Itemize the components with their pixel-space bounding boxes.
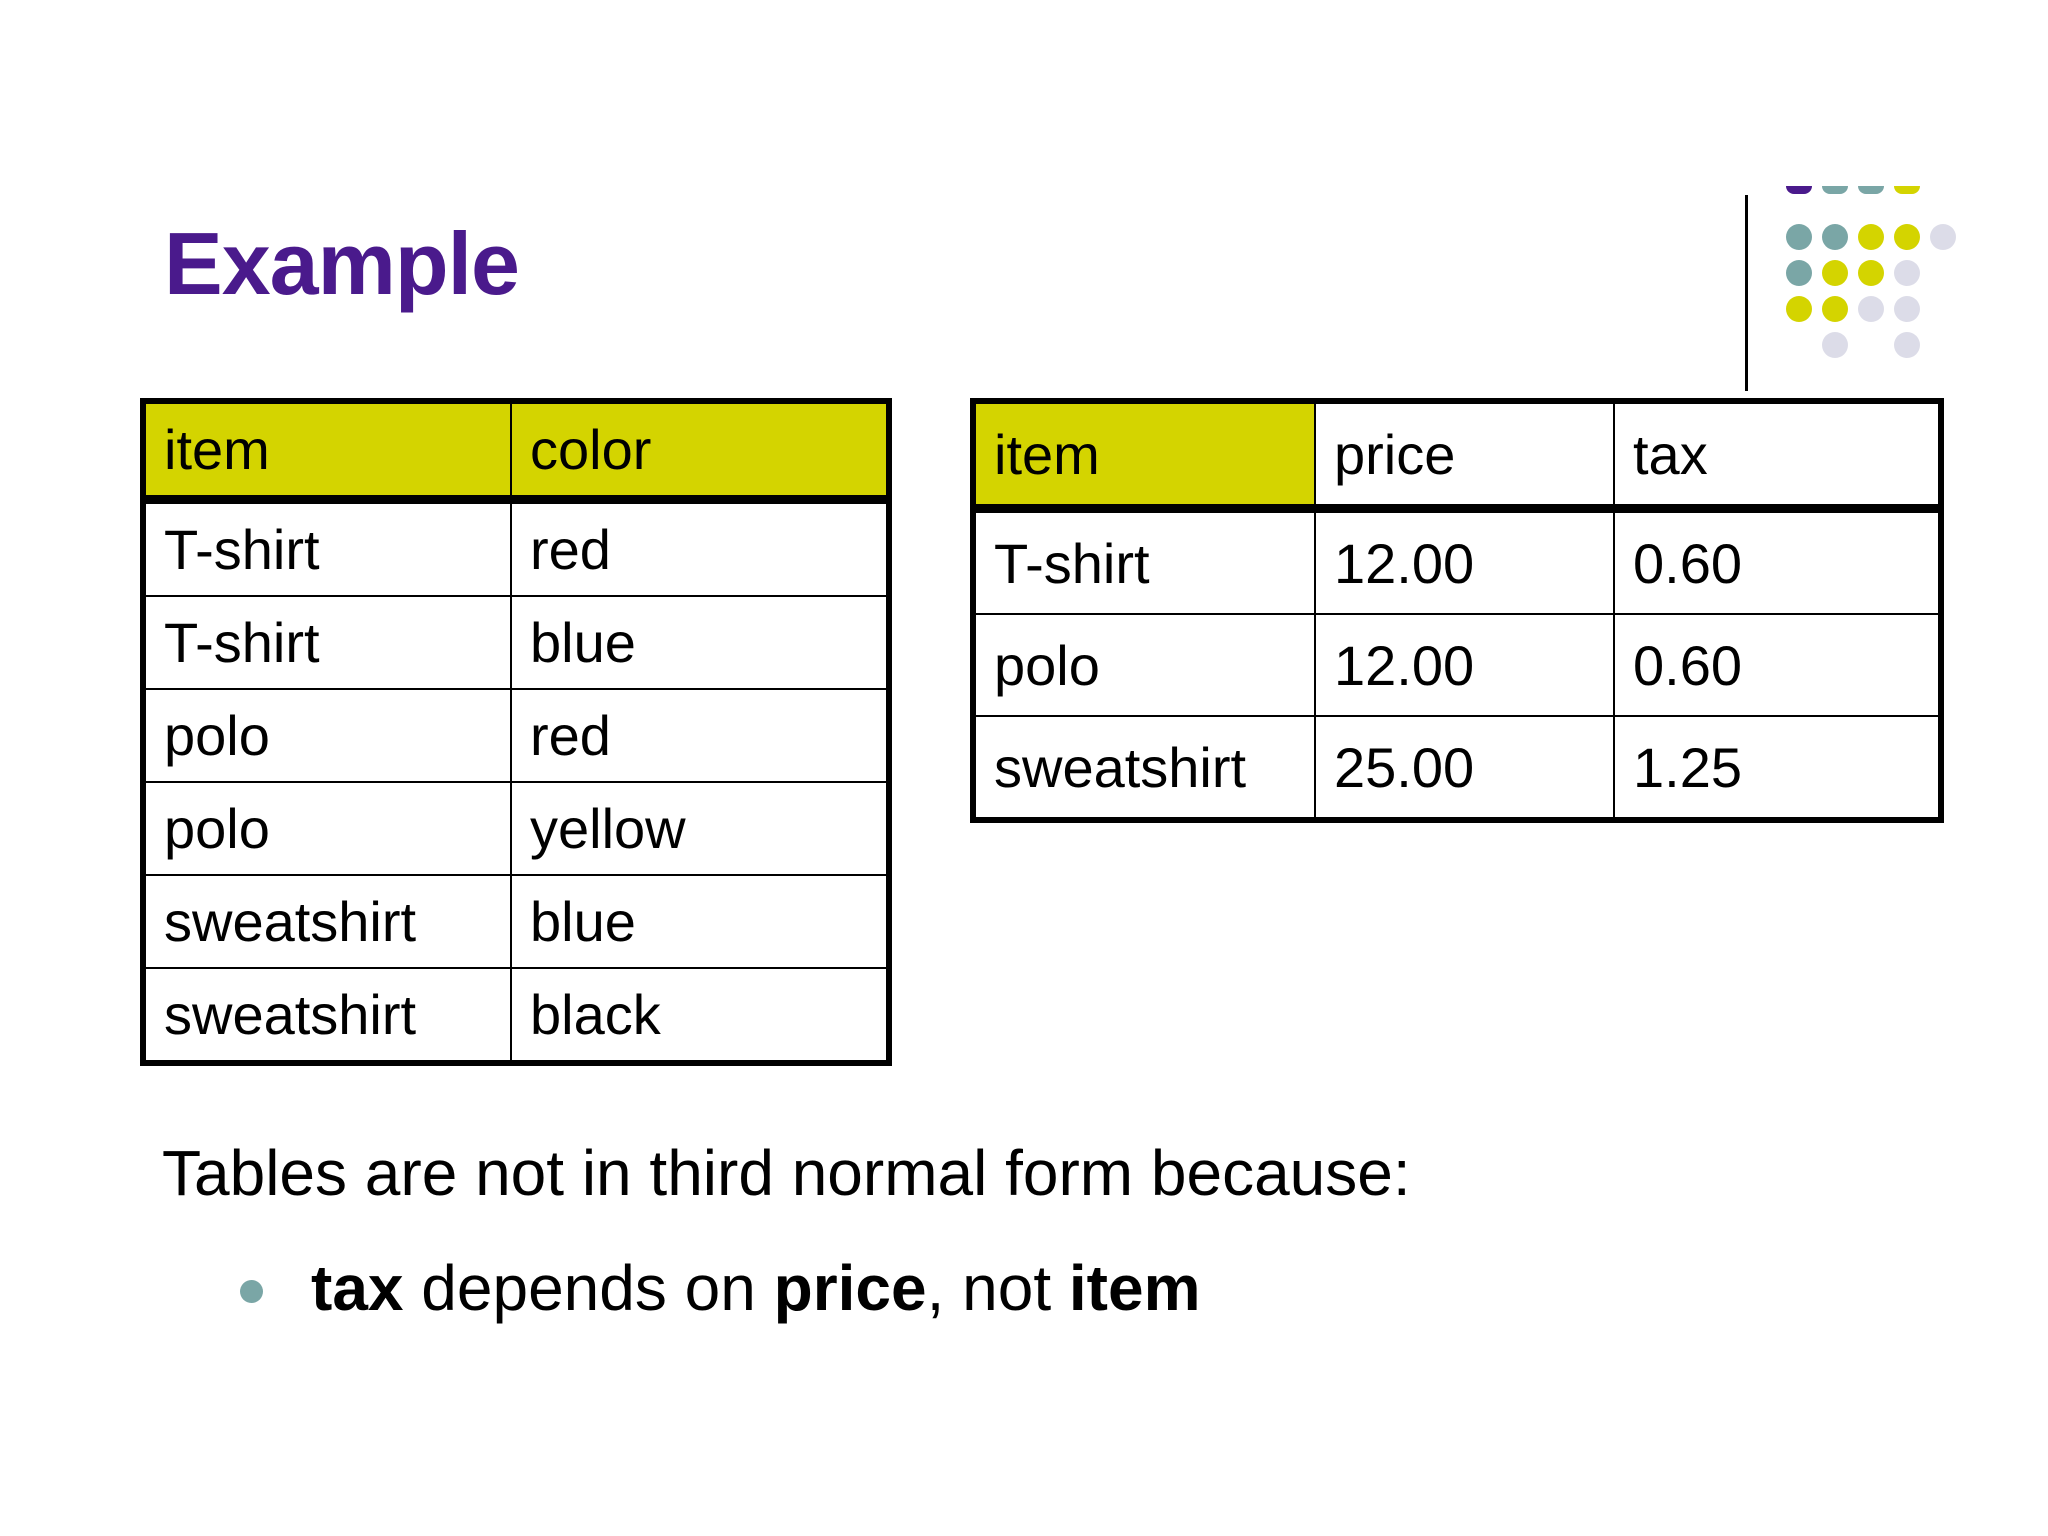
table-row xyxy=(143,782,889,875)
decorative-dot xyxy=(1822,224,1848,250)
decorative-dot-grid xyxy=(1786,188,1966,344)
header-item: item xyxy=(143,401,511,500)
table-row xyxy=(143,689,889,782)
table-row xyxy=(143,875,889,968)
decorative-dot xyxy=(1858,224,1884,250)
decorative-dot xyxy=(1786,224,1812,250)
cell-tax: 0.60 xyxy=(1614,614,1941,716)
decorative-dot xyxy=(1894,186,1920,194)
decorative-dot xyxy=(1858,186,1884,194)
cell-color: black xyxy=(511,968,889,1063)
bullet-dot-icon xyxy=(240,1280,263,1303)
corner-divider xyxy=(1745,195,1748,391)
item-price-table xyxy=(970,398,1944,823)
cell-color: red xyxy=(511,500,889,597)
table-header-row xyxy=(143,401,889,500)
term-tax: tax xyxy=(311,1252,404,1324)
table-row xyxy=(973,509,1941,615)
decorative-dot xyxy=(1930,224,1956,250)
bullet-item xyxy=(236,1250,1200,1326)
cell-color: blue xyxy=(511,875,889,968)
cell-price: 12.00 xyxy=(1315,614,1614,716)
decorative-dot xyxy=(1894,296,1920,322)
decorative-dot xyxy=(1786,186,1812,194)
cell-item: sweatshirt xyxy=(973,716,1315,820)
table-header-row xyxy=(973,401,1941,509)
cell-tax: 0.60 xyxy=(1614,509,1941,615)
cell-color: yellow xyxy=(511,782,889,875)
cell-item: T-shirt xyxy=(143,500,511,597)
explanation-statement: Tables are not in third normal form because: xyxy=(162,1137,1411,1209)
decorative-dot xyxy=(1822,332,1848,358)
cell-tax: 1.25 xyxy=(1614,716,1941,820)
header-tax: tax xyxy=(1614,401,1941,509)
bullet-list xyxy=(236,1250,1200,1326)
header-item: item xyxy=(973,401,1315,509)
cell-item: T-shirt xyxy=(973,509,1315,615)
decorative-dot xyxy=(1822,186,1848,194)
term-item: item xyxy=(1068,1252,1201,1324)
decorative-dot xyxy=(1894,224,1920,250)
header-price: price xyxy=(1315,401,1614,509)
decorative-dot xyxy=(1858,296,1884,322)
cell-item: polo xyxy=(973,614,1315,716)
cell-item: T-shirt xyxy=(143,596,511,689)
slide-title: Example xyxy=(164,214,519,313)
cell-item: sweatshirt xyxy=(143,875,511,968)
decorative-dot xyxy=(1822,296,1848,322)
cell-item: polo xyxy=(143,689,511,782)
decorative-dot xyxy=(1822,260,1848,286)
decorative-dot xyxy=(1894,260,1920,286)
cell-color: red xyxy=(511,689,889,782)
header-color: color xyxy=(511,401,889,500)
cell-color: blue xyxy=(511,596,889,689)
term-price: price xyxy=(773,1252,927,1324)
table-row xyxy=(143,500,889,597)
item-color-table xyxy=(140,398,892,1066)
cell-item: polo xyxy=(143,782,511,875)
bullet-text: depends on xyxy=(403,1252,774,1324)
bullet-text: , not xyxy=(926,1252,1069,1324)
table-row xyxy=(973,614,1941,716)
cell-item: sweatshirt xyxy=(143,968,511,1063)
decorative-dot xyxy=(1786,296,1812,322)
cell-price: 25.00 xyxy=(1315,716,1614,820)
table-row xyxy=(973,716,1941,820)
table-row xyxy=(143,968,889,1063)
decorative-dot xyxy=(1786,260,1812,286)
decorative-dot xyxy=(1858,260,1884,286)
cell-price: 12.00 xyxy=(1315,509,1614,615)
table-row xyxy=(143,596,889,689)
decorative-dot xyxy=(1894,332,1920,358)
